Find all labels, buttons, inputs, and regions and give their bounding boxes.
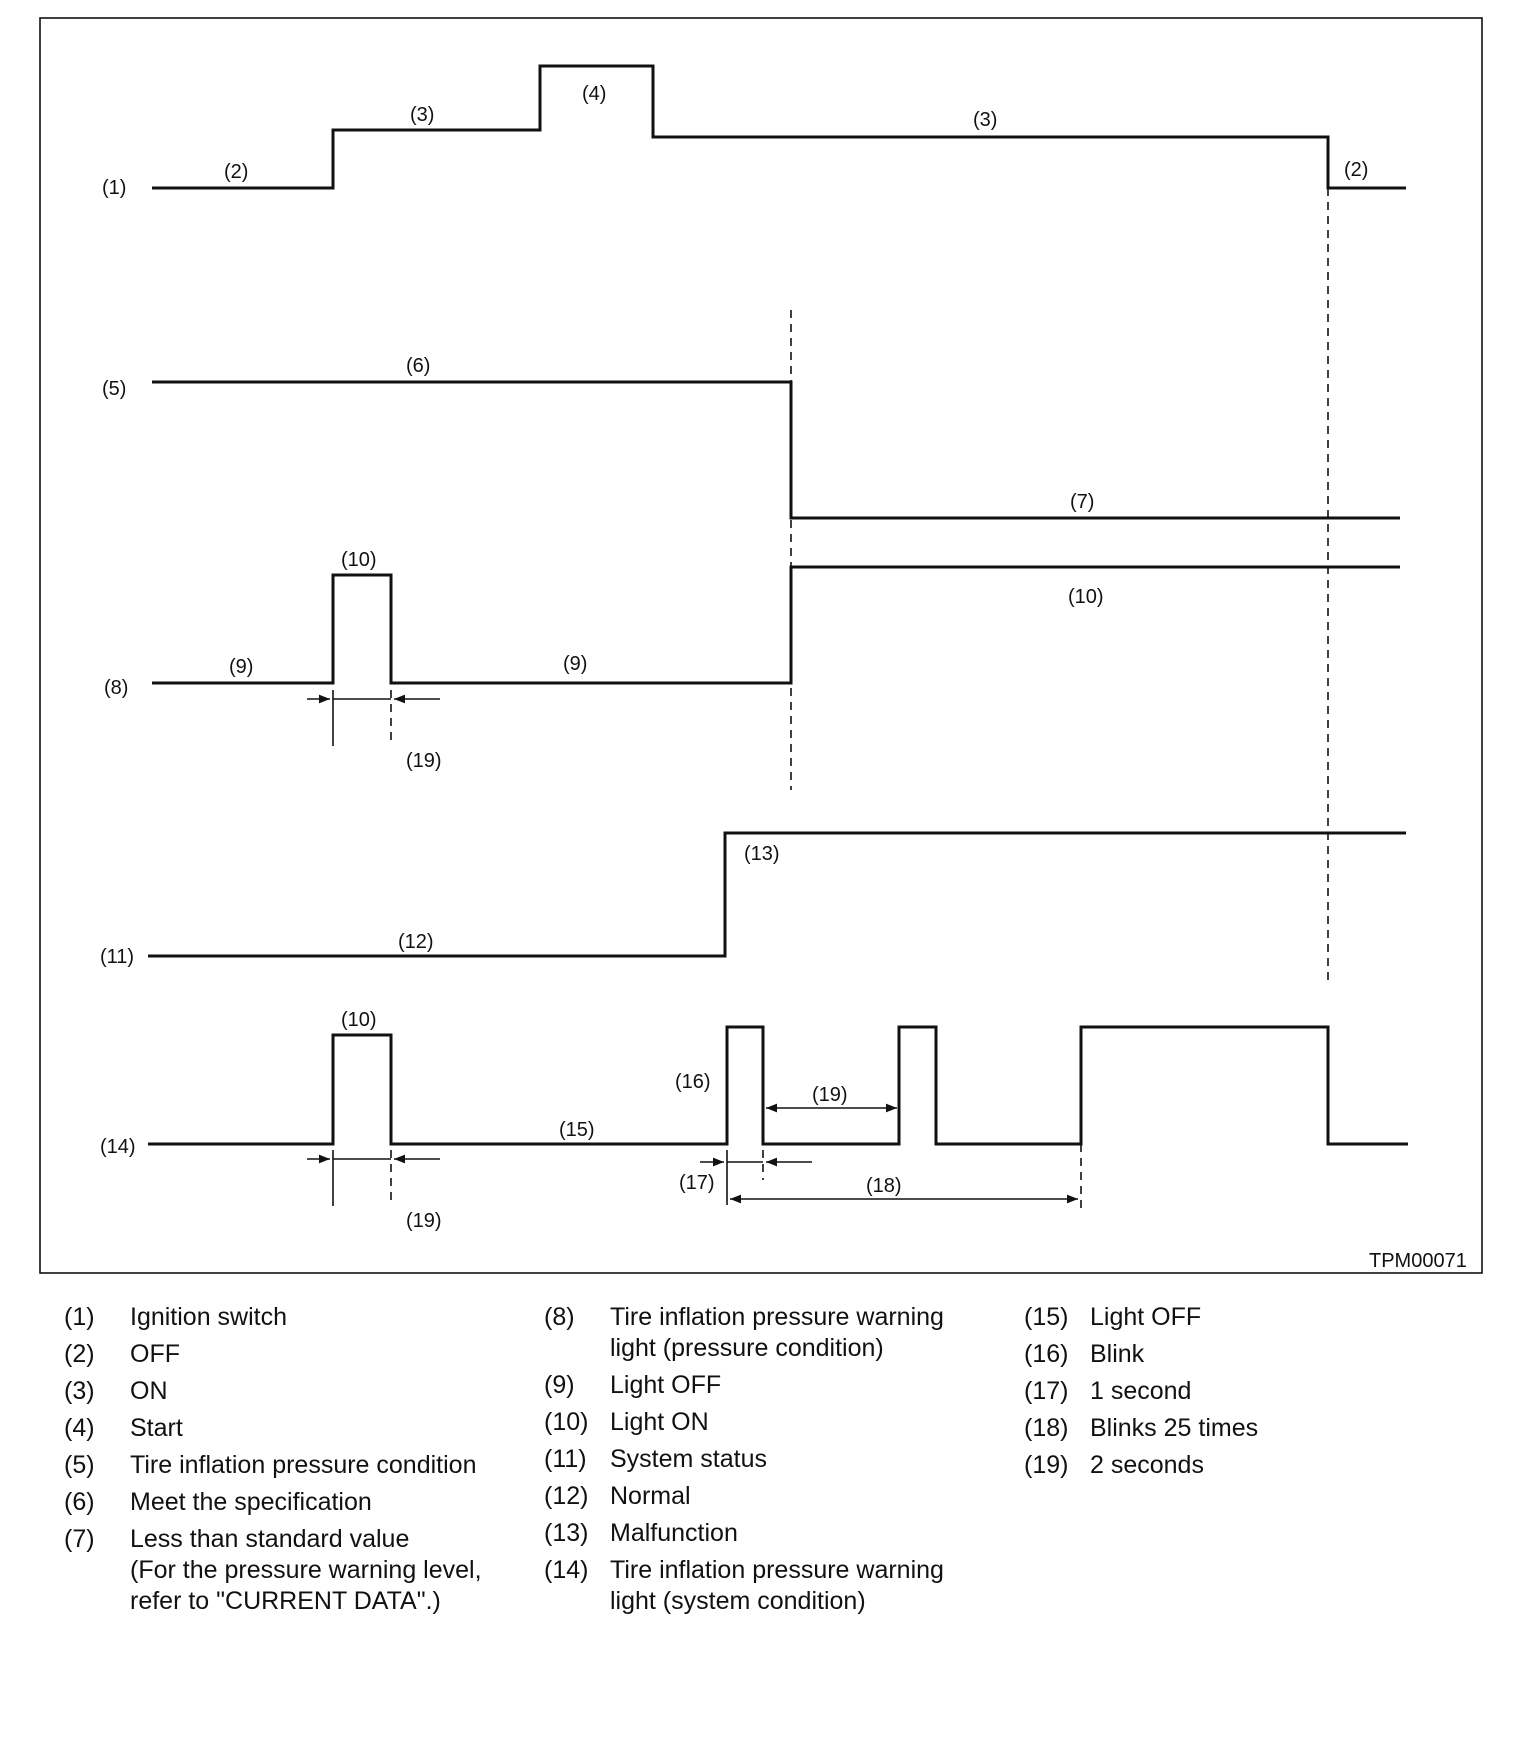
label-16: (16)	[675, 1071, 711, 1093]
legend-column-3	[1024, 1302, 1464, 1487]
ignition-switch-waveform	[152, 66, 1406, 188]
legend-column-1	[64, 1302, 504, 1623]
legend-item-2: (2) OFF	[64, 1340, 180, 1368]
label-6: (6)	[406, 355, 431, 377]
label-17: (17)	[679, 1172, 715, 1194]
label-14: (14)	[100, 1136, 136, 1158]
label-10-on: (10)	[1068, 586, 1104, 608]
label-19-blink-interval: (19)	[812, 1084, 848, 1106]
label-2-off-start: (2)	[224, 161, 249, 183]
legend-item-5: (5) Tire inflation pressure condition	[64, 1451, 477, 1479]
label-5: (5)	[102, 378, 127, 400]
figure-id: TPM00071	[1369, 1250, 1467, 1272]
label-9-first: (9)	[229, 656, 254, 678]
legend-item-7: (7) Less than standard value (For the pressure warning level, refer to "CURRENT DATA".)	[64, 1525, 482, 1615]
legend-item-3: (3) ON	[64, 1377, 168, 1405]
label-4-start: (4)	[582, 83, 607, 105]
legend-item-15: (15) Light OFF	[1024, 1303, 1202, 1331]
label-19-pulse-14: (19)	[406, 1210, 442, 1232]
label-18: (18)	[866, 1175, 902, 1197]
warning-light-pressure-waveform	[152, 567, 1400, 683]
legend-item-9: (9) Light OFF	[544, 1371, 722, 1399]
legend-item-13: (13) Malfunction	[544, 1519, 738, 1547]
label-10-pulse: (10)	[341, 549, 377, 571]
label-3-on-first: (3)	[410, 104, 435, 126]
legend-item-18: (18) Blinks 25 times	[1024, 1414, 1259, 1442]
legend-item-6: (6) Meet the specification	[64, 1488, 372, 1516]
label-1: (1)	[102, 177, 127, 199]
label-2-off-end: (2)	[1344, 159, 1369, 181]
legend-item-1: (1) Ignition switch	[64, 1303, 288, 1331]
label-13: (13)	[744, 843, 780, 865]
label-19-pulse-8: (19)	[406, 750, 442, 772]
diagram-frame	[40, 18, 1482, 1273]
label-9-second: (9)	[563, 653, 588, 675]
label-10-pulse-14: (10)	[341, 1009, 377, 1031]
legend-item-10: (10) Light ON	[544, 1408, 709, 1436]
label-7: (7)	[1070, 491, 1095, 513]
label-15: (15)	[559, 1119, 595, 1141]
legend	[0, 1290, 1536, 1738]
legend-item-17: (17) 1 second	[1024, 1377, 1192, 1405]
label-3-on-second: (3)	[973, 109, 998, 131]
legend-column-2	[544, 1302, 984, 1623]
legend-item-16: (16) Blink	[1024, 1340, 1145, 1368]
warning-light-system-waveform	[148, 1027, 1408, 1144]
legend-item-4: (4) Start	[64, 1414, 183, 1442]
legend-item-11: (11) System status	[544, 1445, 767, 1473]
legend-item-19: (19) 2 seconds	[1024, 1451, 1204, 1479]
legend-item-14: (14) Tire inflation pressure warning light (system condition)	[544, 1556, 944, 1615]
label-11: (11)	[100, 946, 135, 968]
label-12: (12)	[398, 931, 434, 953]
legend-item-12: (12) Normal	[544, 1482, 691, 1510]
legend-item-8: (8) Tire inflation pressure warning light (pressure condition)	[544, 1303, 944, 1362]
label-8: (8)	[104, 677, 129, 699]
pressure-condition-waveform	[152, 382, 1400, 518]
